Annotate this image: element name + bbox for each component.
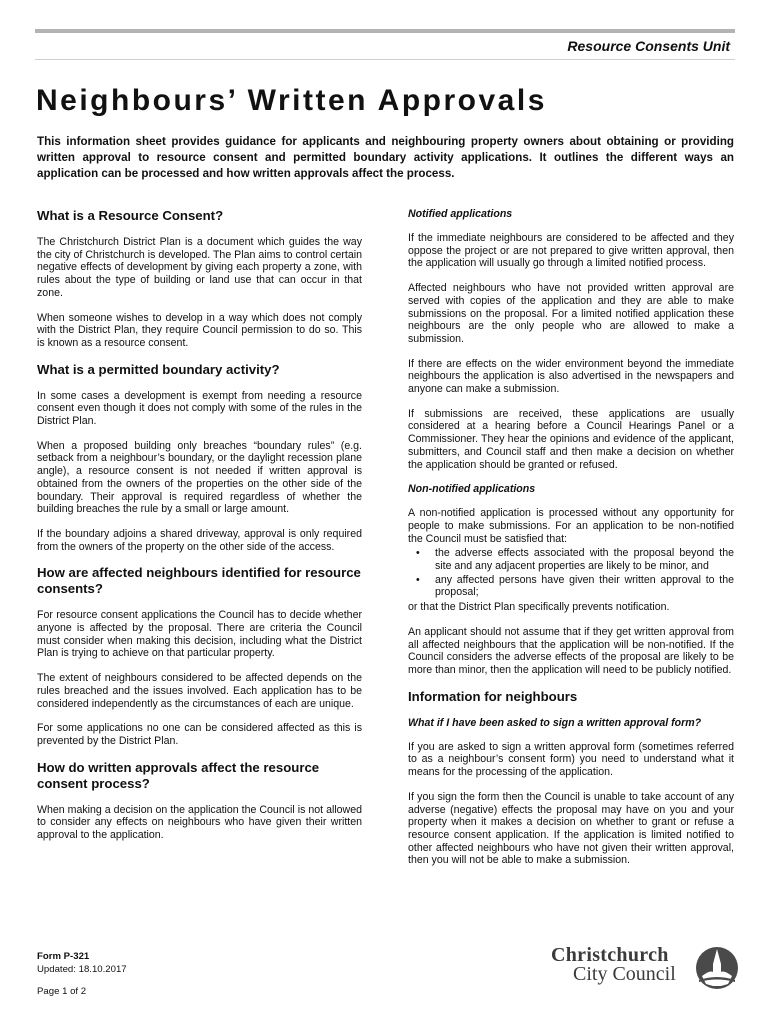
list-item: • any affected persons have given their written approval to the proposal; xyxy=(416,573,734,599)
paragraph: For some applications no one can be considered affected as this is prevented by the District Plan. xyxy=(37,722,362,747)
paragraph: When a proposed building only breaches “boundary rules” (e.g. setback from a neighbour’s boundary, or the daylight recession plane angle), a resource consent is not needed if written approval is obtained from the owners of the properties on the other side of the boundary. Their approval is required regardless of whether the building breaches the rule by a small or large amount. xyxy=(37,439,362,516)
criteria-list xyxy=(408,547,734,599)
paragraph: If the boundary adjoins a shared driveway, approval is only required from the owners of the property on the other side of the access. xyxy=(37,527,362,553)
logo-text-line1: Christchurch xyxy=(551,944,669,966)
header-divider xyxy=(35,59,735,60)
paragraph: If you sign the form then the Council is unable to take account of any adverse (negative) effects the proposal may have on you and your property when it makes a decision on whether to grant or refuse a resource consent application. If the application is limited notified to other affected neighbours who have not given their written approval, then you will not be able to make a submission. xyxy=(408,790,734,867)
subheading-sign-form: What if I have been asked to sign a written approval form? xyxy=(408,716,702,729)
paragraph: or that the District Plan specifically prevents notification. xyxy=(408,601,670,614)
right-column xyxy=(408,208,734,879)
paragraph: For resource consent applications the Council has to decide whether anyone is affected by the proposal. There are criteria the Council must consider when making this decision, including what the District Plan is trying to achieve on that particular property. xyxy=(37,609,362,660)
bullet-icon: • xyxy=(416,547,420,560)
paragraph: If the immediate neighbours are considered to be affected and they oppose the project or are not prepared to give written approval, then the application will usually go through a limited notified process. xyxy=(408,232,734,270)
heading-resource-consent: What is a Resource Consent? xyxy=(37,208,224,223)
logo-text-line2: City Council xyxy=(573,963,676,985)
paragraph: The extent of neighbours considered to be affected depends on the rules breached and the issues involved. Each application has to be considered independently as the circumstances of each are unique. xyxy=(37,672,362,710)
form-info xyxy=(37,951,127,976)
intro-paragraph: This information sheet provides guidance for applicants and neighbouring property owners about obtaining or providing written approval to resource consent and permitted boundary activity applications. It outlines the different ways an application can be processed and how written approvals affect the process. xyxy=(37,135,734,180)
heading-notified: Notified applications xyxy=(408,208,513,220)
paragraph: An applicant should not assume that if they get written approval from all affected neighbours that the application will be non-notified. If the Council considers the adverse effects of the proposal are likely to be more than minor, then the application will need to be publicly notified. xyxy=(408,625,734,676)
cathedral-emblem-icon xyxy=(694,946,740,990)
list-item: • the adverse effects associated with the proposal beyond the site and any adjacent properties are likely to be minor, and xyxy=(416,547,734,573)
paragraph: If there are effects on the wider environment beyond the immediate neighbours the application is also advertised in the newspapers and anyone can make a submission. xyxy=(408,357,734,396)
paragraph: When making a decision on the application the Council is not allowed to consider any effects on neighbours who have given their written approval to the application. xyxy=(37,803,362,842)
heading-non-notified: Non-notified applications xyxy=(408,483,536,496)
council-logo xyxy=(551,944,741,992)
paragraph: If submissions are received, these applications are usually considered at a hearing before a Council Hearings Panel or a Commissioner. They hear the opinions and evidence of the applicant, submitters, and Council staff and then make a decision on whether the application should be granted or refused. xyxy=(408,407,734,471)
bullet-icon: • xyxy=(416,573,420,586)
left-column xyxy=(37,208,362,854)
paragraph: If you are asked to sign a written approval form (sometimes referred to as a neighbour’s consent form) you need to understand what it means for the processing of the application. xyxy=(408,740,734,779)
paragraph: A non-notified application is processed without any opportunity for people to make submissions. For an application to be non-notified the Council must be satisfied that: xyxy=(408,507,734,545)
heading-permitted-boundary: What is a permitted boundary activity? xyxy=(37,361,280,377)
paragraph: The Christchurch District Plan is a document which guides the way the city of Christchurch is developed. The Plan aims to control certain negative effects of development by giving each property a zone, with rules about the type of building or land use that can occur in that zone. xyxy=(37,236,362,299)
paragraph: In some cases a development is exempt from needing a resource consent even though it does not comply with some of the rules in the District Plan. xyxy=(37,389,362,428)
unit-name: Resource Consents Unit xyxy=(567,38,730,54)
page-number: Page 1 of 2 xyxy=(37,986,87,997)
form-number: Form P-321 xyxy=(37,951,90,962)
updated-date: Updated: 18.10.2017 xyxy=(37,963,127,975)
page-title: Neighbours’ Written Approvals xyxy=(36,84,547,117)
top-rule xyxy=(35,29,735,33)
paragraph: Affected neighbours who have not provided written approval are served with copies of the application and they are able to make submissions on the proposal. For a limited notified application these neighbours are the only people who are allowed to make a submission. xyxy=(408,282,734,345)
paragraph: When someone wishes to develop in a way which does not comply with the District Plan, they require Council permission to do so. This is known as a resource consent. xyxy=(37,311,362,349)
heading-written-approvals-effect: How do written approvals affect the resource consent process? xyxy=(37,759,320,791)
heading-information-neighbours: Information for neighbours xyxy=(408,688,578,704)
heading-affected-neighbours: How are affected neighbours identified for resource consents? xyxy=(37,565,361,597)
